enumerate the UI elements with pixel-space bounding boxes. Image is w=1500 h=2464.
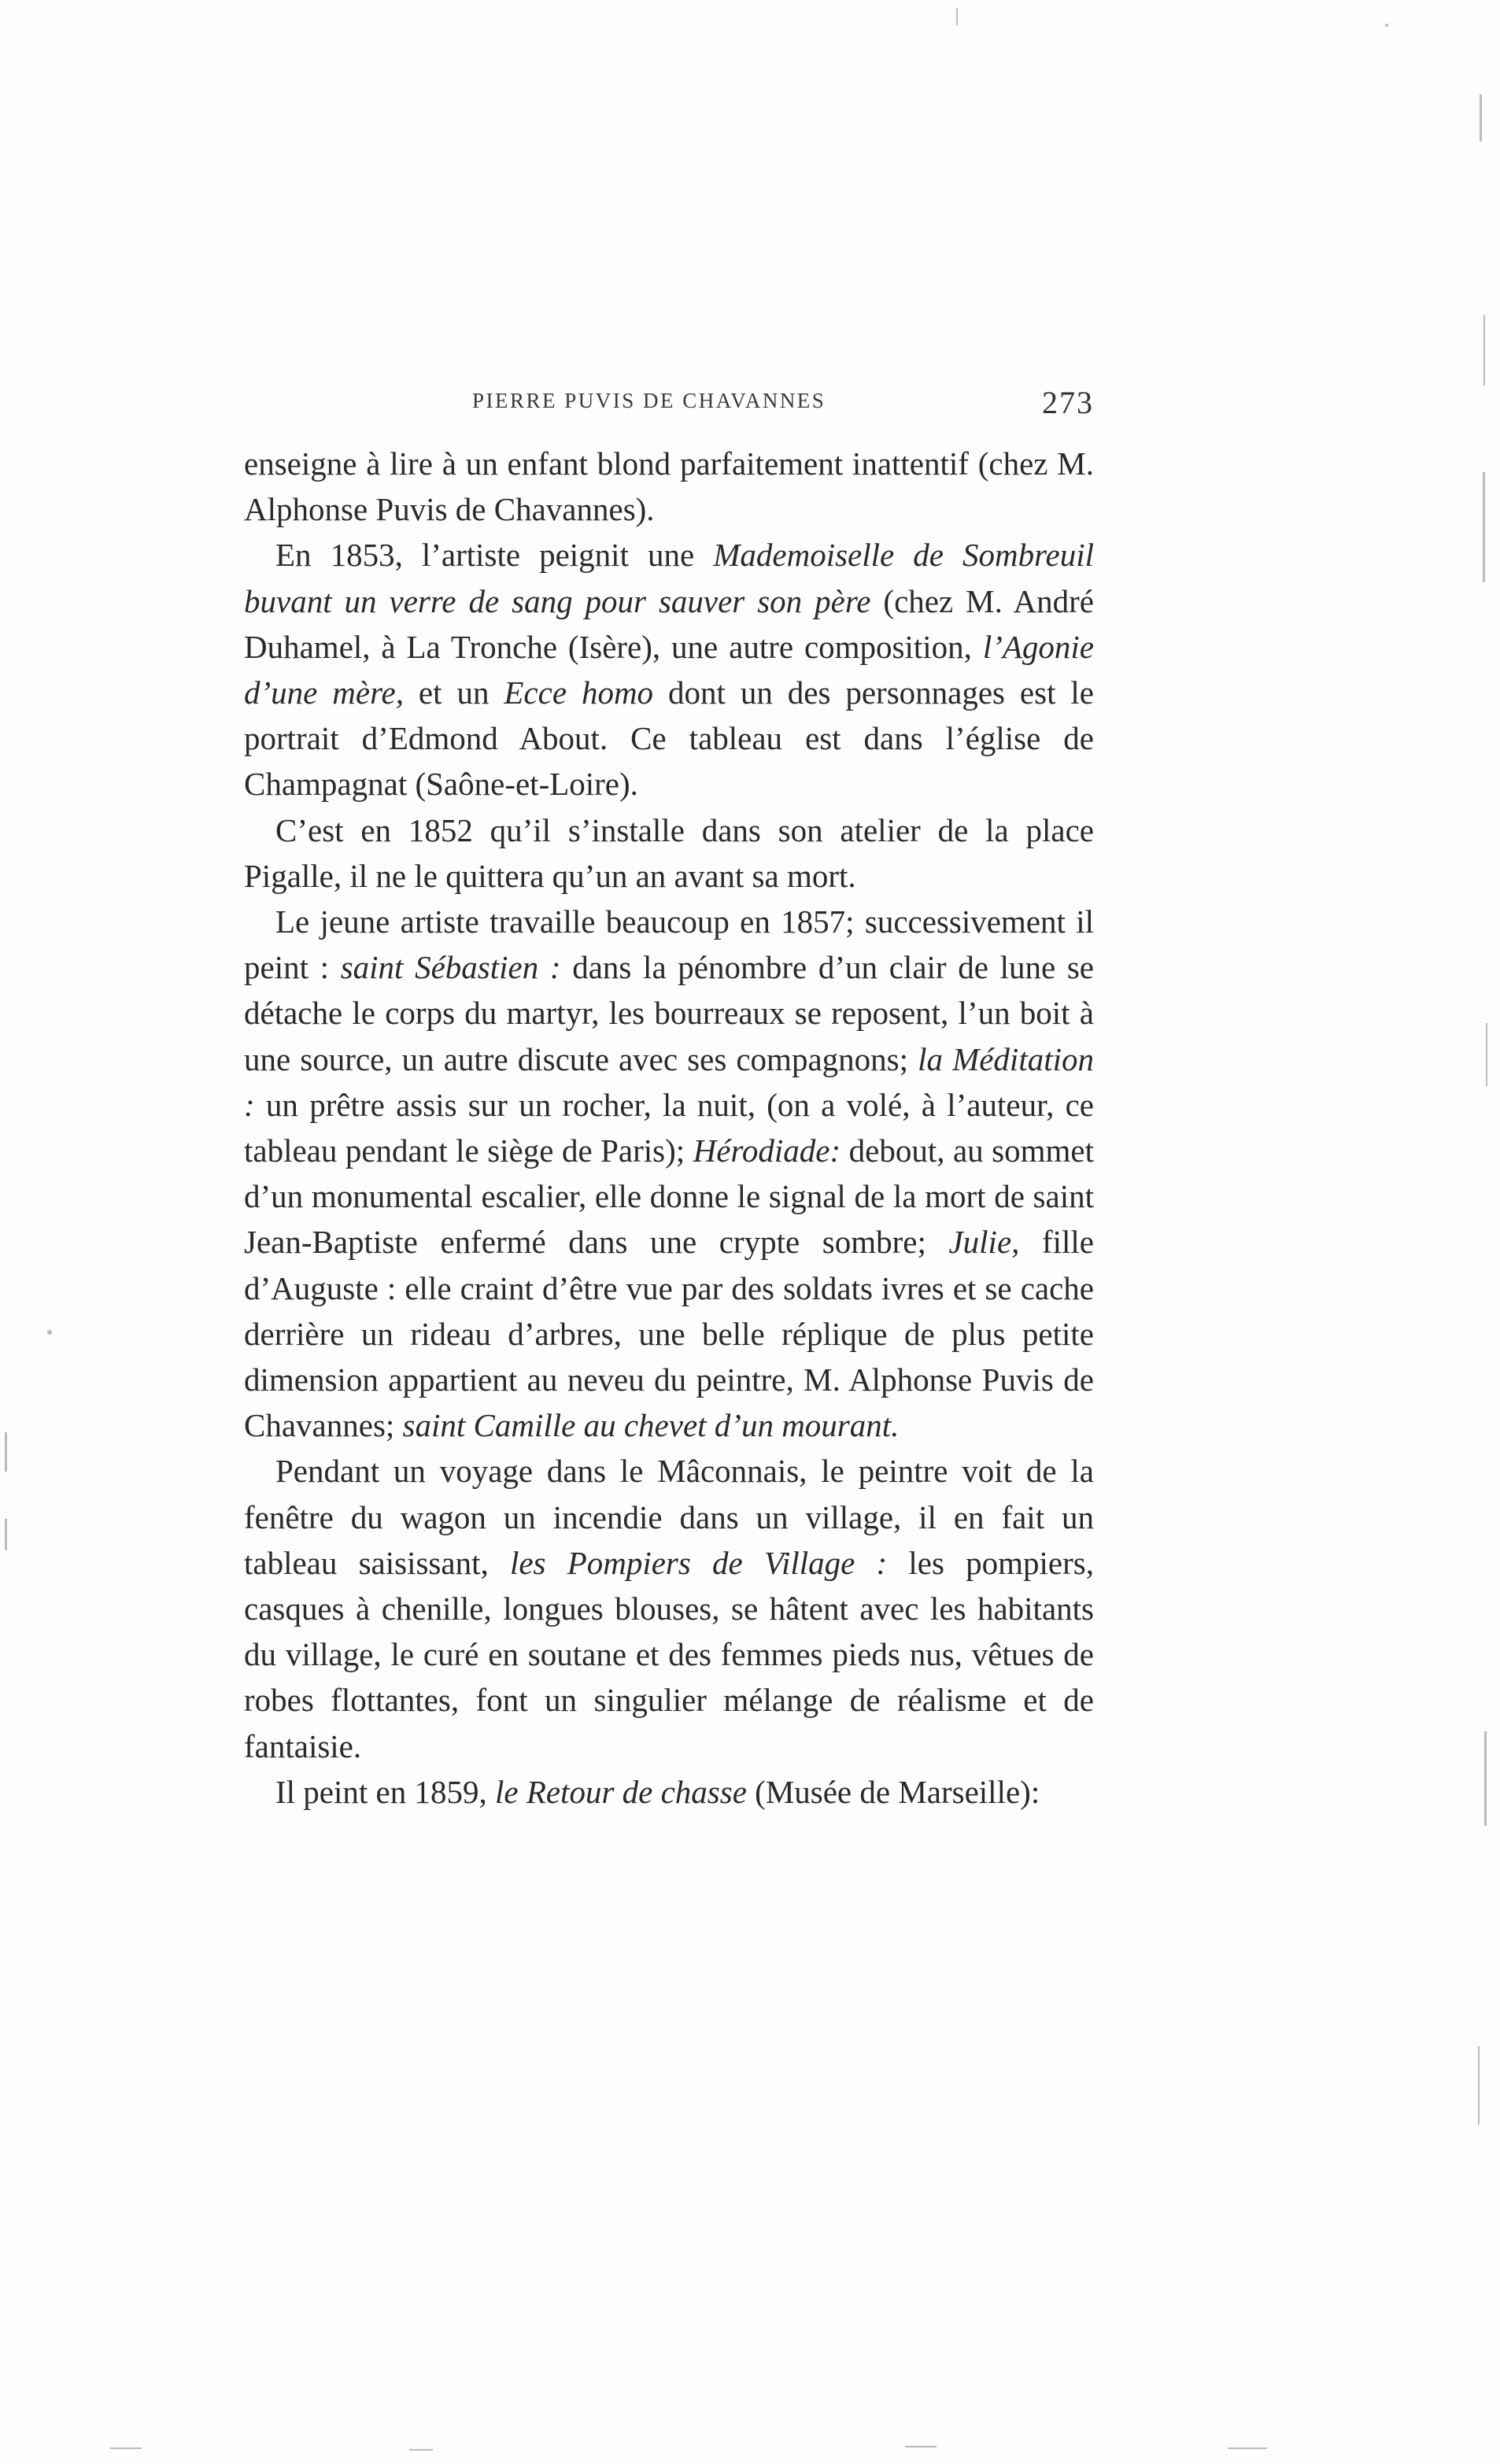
text-segment: enseigne à lire à un enfant blond parfaitement inattentif (chez M. Alphonse Puvis de Chavannes).	[244, 445, 1094, 528]
italic-title: les Pompiers de Village :	[509, 1544, 888, 1581]
text-segment: debout, au sommet d’un monumental escalier, elle donne le signal de la mort de saint Jean-Baptiste enfermé dans une crypte sombre;	[244, 1132, 1094, 1261]
italic-title: le Retour de chasse	[494, 1773, 747, 1810]
running-title: PIERRE PUVIS DE CHAVANNES	[472, 389, 826, 412]
scan-mark	[1228, 2447, 1267, 2449]
paragraph	[244, 441, 1094, 532]
text-segment: En 1853, l’artiste peignit une	[275, 537, 714, 574]
body-text	[244, 441, 1094, 1815]
italic-title: Ecce homo	[504, 674, 654, 711]
scan-mark	[5, 1519, 7, 1550]
text-segment: et un	[403, 674, 504, 711]
scan-mark	[1480, 94, 1482, 142]
scan-mark	[956, 8, 958, 25]
scan-mark	[1483, 315, 1485, 386]
scan-mark	[905, 2446, 937, 2447]
scan-mark	[110, 2447, 142, 2449]
text-segment: C’est en 1852 qu’il s’installe dans son atelier de la place Pigalle, il ne le quittera qu’un an avant sa mort.	[244, 811, 1094, 894]
scan-mark	[1478, 2046, 1480, 2125]
paragraph	[244, 807, 1094, 899]
scan-mark	[47, 1330, 52, 1335]
italic-title: Julie,	[948, 1224, 1020, 1261]
italic-title: saint Camille au chevet d’un mourant.	[402, 1407, 900, 1444]
italic-title: Hérodiade:	[693, 1132, 841, 1169]
italic-title: Mademoiselle de Sombreuil buvant un verre de sang pour sauver son père	[244, 537, 1094, 619]
page-number: 273	[1042, 385, 1094, 420]
running-head	[472, 384, 1094, 423]
text-segment: fille d’Auguste : elle craint d’être vue par des soldats ivres et se cache derrière un rideau d’arbres, une belle réplique de plus petite dimension appartient au neveu du peintre, M. Alphonse Puvis de Chavannes;	[244, 1224, 1094, 1444]
text-segment: (Musée de Marseille):	[746, 1773, 1040, 1810]
text-segment: un prêtre assis sur un rocher, la nuit, (on a volé, à l’auteur, ce tableau pendant le siège de Paris);	[244, 1086, 1094, 1169]
paragraph	[244, 1448, 1094, 1768]
italic-title: la Méditation :	[244, 1040, 1094, 1123]
italic-title: l’Agonie d’une mère,	[244, 628, 1094, 711]
italic-title: saint Sébastien :	[340, 949, 561, 986]
text-segment: dans la pénombre d’un clair de lune se détache le corps du martyr, les bourreaux se reposent, l’un boit à une source, un autre discute avec ses compagnons;	[244, 949, 1094, 1077]
paragraph	[244, 532, 1094, 807]
text-segment: dont un des personnages est le portrait d’Edmond About. Ce tableau est dans l’église de Champagnat (Saône-et-Loire).	[244, 674, 1094, 803]
text-segment: Il peint en 1859,	[275, 1773, 495, 1810]
scan-mark	[5, 1432, 7, 1472]
text-segment: (chez M. André Duhamel, à La Tronche (Isère), une autre composition,	[244, 582, 1094, 665]
scan-mark	[1483, 472, 1485, 582]
text-segment: les pompiers, casques à chenille, longues blouses, se hâtent avec les habitants du village, le curé en soutane et des femmes pieds nus, vêtues de robes flottantes, font un singulier mélange de réalisme et de fantaisie.	[244, 1544, 1094, 1764]
scan-mark	[1385, 24, 1388, 27]
text-segment: Pendant un voyage dans le Mâconnais, le peintre voit de la fenêtre du wagon un incendie dans un village, il en fait un tableau saisissant,	[244, 1453, 1094, 1581]
text-segment: Le jeune artiste travaille beaucoup en 1857; successivement il peint :	[244, 903, 1094, 986]
scan-mark	[1484, 1731, 1487, 1826]
paragraph	[244, 1769, 1094, 1815]
paragraph	[244, 899, 1094, 1448]
scan-mark	[1486, 1023, 1487, 1086]
scan-mark	[409, 2449, 433, 2451]
